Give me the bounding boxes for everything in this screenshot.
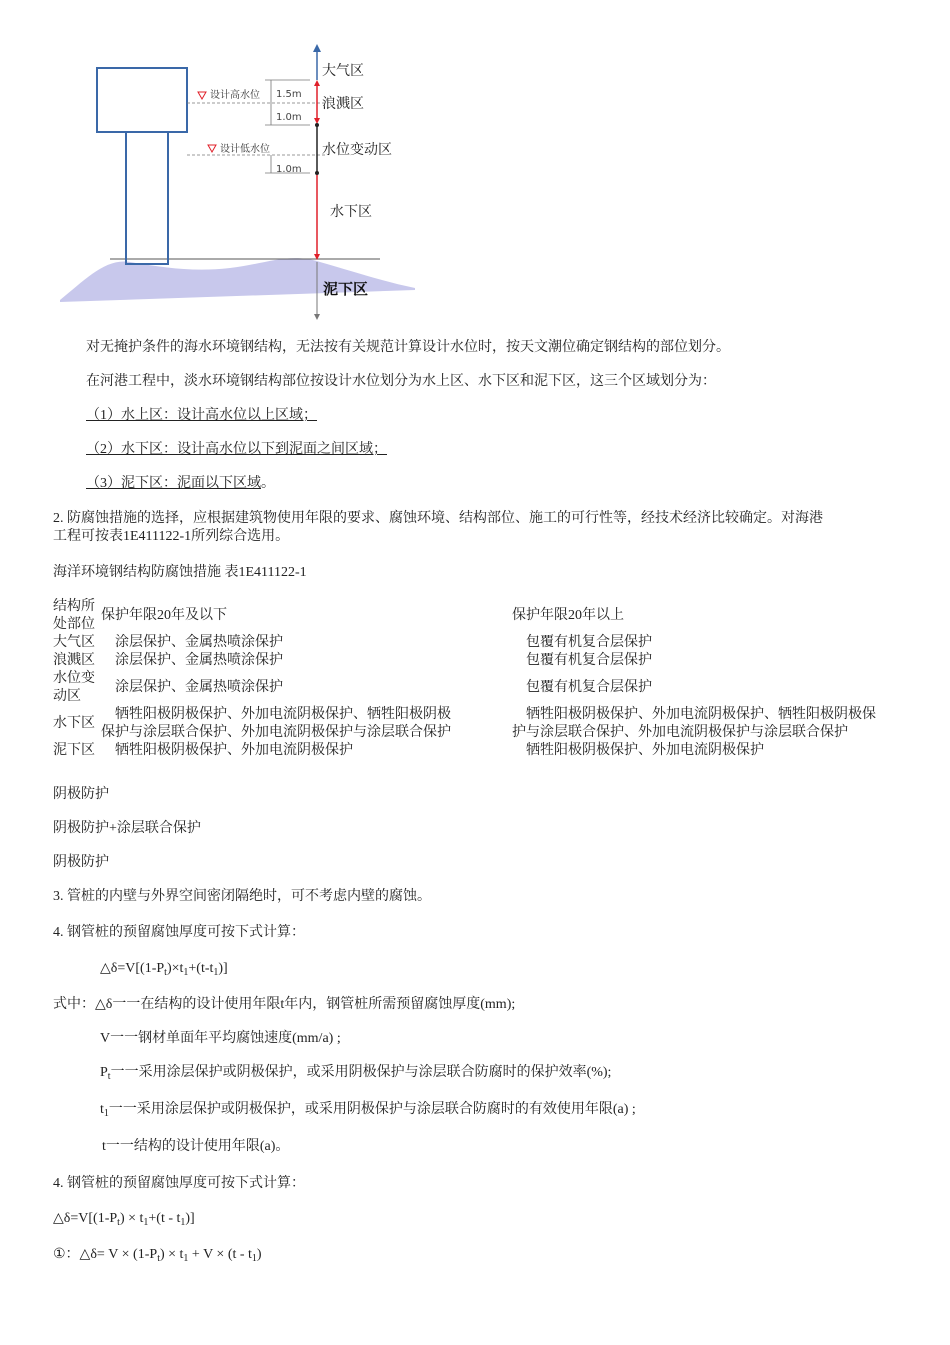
definition-v: V一一钢材单面年平均腐蚀速度(mm/a) ; [100,1031,341,1046]
definition-delta: 式中：△δ一一在结构的设计使用年限t年内，钢管桩所需预留腐蚀厚度(mm); [53,997,516,1012]
design-high-water-icon [198,92,206,99]
definition-t1: $t_1$一一采用涂层保护或阴极保护，或采用阴极保护与涂层联合防腐时的有效使用年限(a) ; [100,1102,636,1119]
gt20-cell: 牺牲阳极阴极保护、外加电流阴极保护 [526,743,764,758]
paragraph-measures-line1: 2. 防腐蚀措施的选择，应根据建筑物使用年限的要求、腐蚀环境、结构部位、施工的可行性等，经技术经济比较确定。对海港 [53,511,823,526]
gt20-cell: 包覆有机复合层保护 [526,635,652,650]
zone-label-atmosphere: 大气区 [322,63,364,79]
list-item-underwater: （2）水下区：设计高水位以下到泥面之间区域； [86,442,387,457]
design-low-water-icon [208,145,216,152]
table-row [53,670,926,706]
le20-cell: 涂层保护、金属热喷涂保护 [115,653,283,668]
list-item-above-water: （1）水上区：设计高水位以上区域； [86,408,317,423]
table-row [53,652,926,670]
table-row [53,742,926,760]
platform-deck [97,68,187,132]
header-zone: 结构所 处部位 [53,599,95,632]
paragraph-no-shelter: 对无掩护条件的海水环境钢结构，无法按有关规范计算设计水位时，按天文潮位确定钢结构的部位划分。 [86,340,730,355]
list-item-mud-zone-end: 。 [261,476,275,491]
zone-label-mud: 泥下区 [323,280,369,298]
table-title: 海洋环境钢结构防腐蚀措施 表1E411122-1 [53,565,307,580]
definition-pt: $P_t$一一采用涂层保护或阴极保护，或采用阴极保护与涂层联合防腐时的保护效率(%); [100,1065,612,1082]
paragraph-river-port: 在河港工程中，淡水环境钢结构部位按设计水位划分为水上区、水下区和泥下区，这三个区域划分为： [86,374,716,389]
paragraph-inner-wall: 3. 管桩的内壁与外界空间密闭隔绝时，可不考虑内壁的腐蚀。 [53,889,431,904]
zone-label-splash: 浪溅区 [322,96,364,112]
gt20-cell: 牺牲阳极阴极保护、外加电流阴极保护、牺牲阳极阴极保 护与涂层联合保护、外加电流阴极保护与涂层联合保护 [512,707,876,740]
paragraph-formula-intro: 4. 钢管桩的预留腐蚀厚度可按下式计算： [53,925,305,940]
dim-1-5m: 1.5m [276,89,302,100]
list-item-mud-zone [86,475,275,493]
zone-label-underwater: 水下区 [330,204,372,220]
formula-1: $\triangle\delta=V[(1-P_t)\times t_1+(t-t_1)]$ [100,961,228,978]
design-high-water-label: 设计高水位 [210,90,260,101]
header-le20: 保护年限20年及以下 [101,608,227,623]
le20-cell: 涂层保护、金属热喷涂保护 [115,635,283,650]
gt20-cell: 包覆有机复合层保护 [526,653,652,668]
note-cathodic-1: 阴极防护 [53,787,109,802]
paragraph-measures-line2: 工程可按表1E411122-1所列综合选用。 [53,529,290,544]
table-row [53,706,926,742]
list-item-mud-zone-text: （3）泥下区：泥面以下区域 [86,476,261,491]
note-cathodic-2: 阴极防护 [53,855,109,870]
zone-cell: 水下区 [53,716,95,731]
formula-3: ①：△δ= $V \times (1-P_t) \times t_1 + V \times (t - t_1)$ [53,1247,262,1264]
zone-label-tidal: 水位变动区 [322,142,392,158]
zone-cell: 浪溅区 [53,653,95,668]
dim-1-0m-lower: 1.0m [276,164,302,175]
pile-support [126,132,168,264]
dim-1-0m-upper: 1.0m [276,112,302,123]
header-gt20: 保护年限20年以上 [512,608,624,623]
zone-cell: 泥下区 [53,743,95,758]
zone-cell: 水位变 动区 [53,671,95,704]
definition-t: t一一结构的设计使用年限(a)。 [102,1139,290,1154]
le20-cell: 牺牲阳极阴极保护、外加电流阴极保护 [115,743,353,758]
note-cathodic-coating: 阴极防护+涂层联合保护 [53,821,201,836]
zone-cell: 大气区 [53,635,95,650]
le20-cell: 牺牲阳极阴极保护、外加电流阴极保护、牺牲阳极阴极 保护与涂层联合保护、外加电流阴极保护与涂层联合保护 [101,707,451,740]
le20-cell: 涂层保护、金属热喷涂保护 [115,680,283,695]
gt20-cell: 包覆有机复合层保护 [526,680,652,695]
design-low-water-label: 设计低水位 [220,144,270,155]
protection-table [53,598,926,760]
paragraph-formula-intro-2: 4. 钢管桩的预留腐蚀厚度可按下式计算： [53,1176,305,1191]
steel-structure-zone-diagram [55,40,435,320]
formula-2: $\triangle\delta=V[(1-P_t) \times t_1+(t - t_1)]$ [53,1211,195,1228]
table-row [53,634,926,652]
table-header-row [53,598,926,634]
